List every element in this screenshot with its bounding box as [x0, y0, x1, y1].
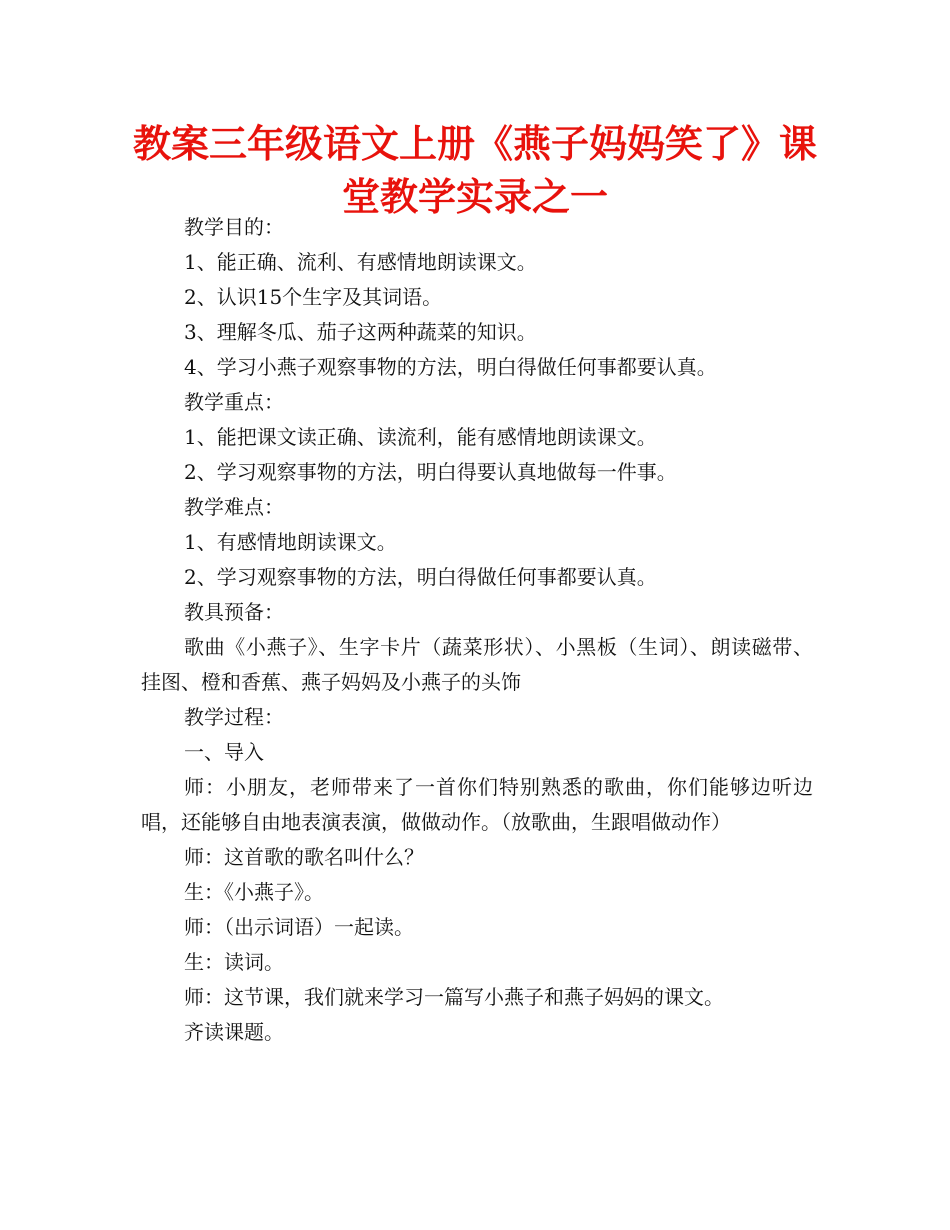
paragraph: 师：这节课，我们就来学习一篇写小燕子和燕子妈妈的课文。 — [184, 985, 724, 1009]
paragraph: 生：《小燕子》。 — [184, 880, 324, 904]
paragraph: 师：这首歌的歌名叫什么？ — [184, 845, 424, 869]
paragraph: 教学过程： — [184, 705, 284, 729]
paragraph: 教具预备： — [184, 600, 284, 624]
paragraph: 1、能正确、流利、有感情地朗读课文。 — [184, 250, 537, 274]
paragraph: 2、学习观察事物的方法，明白得做任何事都要认真。 — [184, 565, 657, 589]
paragraph: 教学重点： — [184, 390, 284, 414]
paragraph: 教学难点： — [184, 495, 284, 519]
paragraph: 1、能把课文读正确、读流利，能有感情地朗读课文。 — [184, 425, 657, 449]
paragraph: 3、理解冬瓜、茄子这两种蔬菜的知识。 — [184, 320, 537, 344]
paragraph: 教学目的： — [184, 215, 284, 239]
document-title: 教案三年级语文上册《燕子妈妈笑了》课堂教学实录之一 — [132, 122, 817, 219]
document-body — [141, 210, 813, 1050]
paragraph: 一、导入 — [184, 740, 264, 764]
paragraph: 师：小朋友，老师带来了一首你们特别熟悉的歌曲，你们能够边听边唱，还能够自由地表演表演，做做动作。（放歌曲，生跟唱做动作） — [141, 775, 813, 834]
paragraph: 2、学习观察事物的方法，明白得要认真地做每一件事。 — [184, 460, 677, 484]
paragraph: 齐读课题。 — [184, 1020, 284, 1044]
paragraph: 4、学习小燕子观察事物的方法，明白得做任何事都要认真。 — [184, 355, 717, 379]
paragraph: 师：（出示词语）一起读。 — [184, 915, 414, 939]
paragraph: 歌曲《小燕子》、生字卡片（蔬菜形状）、小黑板（生词）、朗读磁带、挂图、橙和香蕉、燕子妈妈及小燕子的头饰 — [141, 635, 813, 694]
paragraph: 生：读词。 — [184, 950, 284, 974]
paragraph: 2、认识15个生字及其词语。 — [184, 285, 443, 309]
paragraph: 1、有感情地朗读课文。 — [184, 530, 397, 554]
